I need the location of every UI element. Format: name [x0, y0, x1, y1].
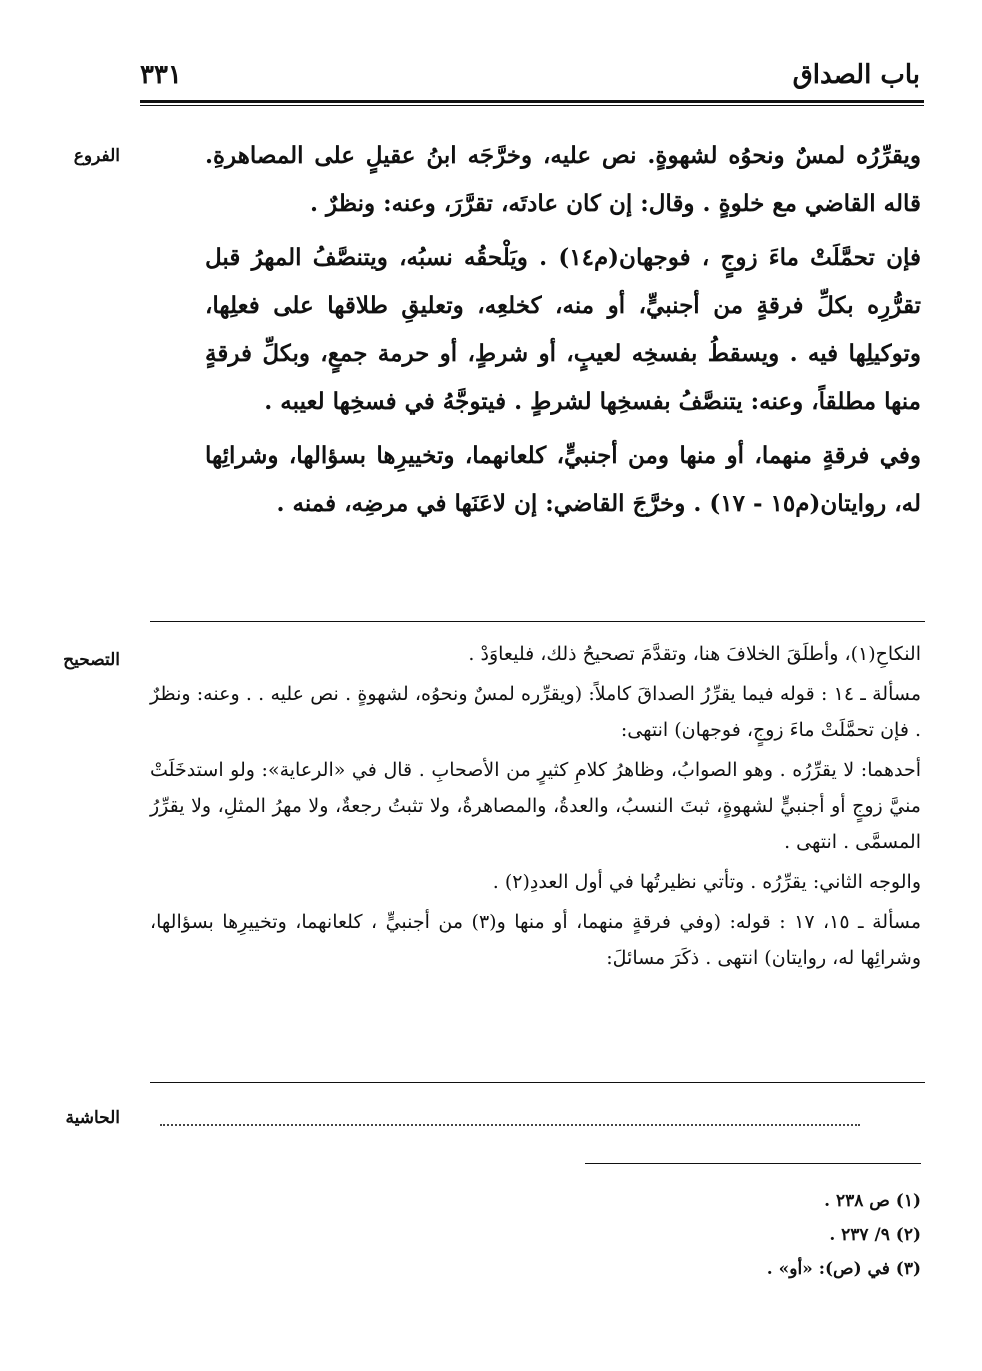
footnotes — [585, 1184, 921, 1286]
main-text — [205, 132, 921, 534]
header-rule — [140, 100, 924, 106]
footnote: (٣) في (ص): «أو» . — [766, 1259, 921, 1279]
chapter-title: باب الصداق — [792, 60, 920, 90]
footnote-rule — [585, 1163, 921, 1164]
footnote: (٢) ٩/ ٢٣٧ . — [829, 1225, 921, 1245]
main-paragraph: فإن تحمَّلَتْ ماءَ زوجٍ ، فوجهان(م١٤) . ويَلْحقُه نسبُه، ويتنصَّفُ المهرُ قبل تقرُّرِه بكلِّ فرقةٍ من أجنبيٍّ، أو منه، كخلعِه، وتعليقِ طلاقها على فعلِها، وتوكيلِها فيه . ويسقطُ بفسخِه لعيبٍ، أو شرطٍ، أو حرمة جمعٍ، وبكلِّ فرقةٍ منها مطلقاً، وعنه: يتنصَّفُ بفسخِها لشرطٍ . فيتوجَّهُ في فسخِها لعيبه . — [205, 244, 921, 415]
label-furu: الفروع — [73, 146, 120, 166]
label-tashih: التصحيح — [63, 650, 120, 670]
footnote: (١) ص ٢٣٨ . — [824, 1191, 921, 1211]
page-number: ٣٣١ — [140, 60, 182, 90]
section-rule — [150, 621, 925, 622]
main-paragraph: ويقرِّرُه لمسٌ ونحوُه لشهوةٍ. نص عليه، وخرَّجَه ابنُ عقيلٍ على المصاهرةِ. قاله القاضي مع خلوةٍ . وقال: إن كان عادتَه، تقرَّرَ، وعنه: ونظرٌ . — [205, 142, 921, 217]
correction-text — [150, 636, 921, 980]
correction-paragraph: مسألة ـ ١٥، ١٧ : قوله: (وفي فرقةٍ منهما، أو منها و(٣) من أجنبيٍّ ، كلعانهما، وتخييرِها بسؤالها، وشرائِها له، روايتان) انتهى . ذكَرَ مسائلَ: — [150, 911, 921, 969]
correction-paragraph: النكاحِ(١)، وأطلَقَ الخلافَ هنا، وتقدَّمَ تصحيحُ ذلك، فليعاوَدْ . — [468, 643, 921, 665]
label-hashiya: الحاشية — [65, 1108, 120, 1128]
dotted-line — [160, 1124, 860, 1126]
correction-paragraph: مسألة ـ ١٤ : قوله فيما يقرِّرُ الصداقَ كاملاً: (ويقرِّره لمسٌ ونحوُه، لشهوةٍ . نص عليه . . وعنه: ونظرٌ . فإن تحمَّلَتْ ماءَ زوجٍ، فوجهان) انتهى: — [150, 683, 921, 741]
page-header — [140, 60, 920, 96]
correction-paragraph: والوجه الثاني: يقرِّرُه . وتأتي نظيرتُها في أول العددِ(٢) . — [492, 871, 921, 893]
correction-paragraph: أحدهما: لا يقرِّرُه . وهو الصوابُ، وظاهرُ كلامِ كثيرٍ من الأصحابِ . قال في «الرعاية»: ولو استدخَلَتْ منيَّ زوجٍ أو أجنبيٍّ لشهوةٍ، ثبتَ النسبُ، والعدةُ، والمصاهرةُ، ولا تثبتُ رجعةٌ، ولا مهرُ المثلِ، ولا يقرِّرُ المسمَّى . انتهى . — [150, 759, 921, 853]
main-paragraph: وفي فرقةٍ منهما، أو منها ومن أجنبيٍّ، كلعانهما، وتخييرِها بسؤالها، وشرائِها له، روايتان(م١٥ - ١٧) . وخرَّجَ القاضي: إن لاعَنَها في مرضِه، فمنه . — [205, 442, 921, 517]
section-rule — [150, 1082, 925, 1083]
